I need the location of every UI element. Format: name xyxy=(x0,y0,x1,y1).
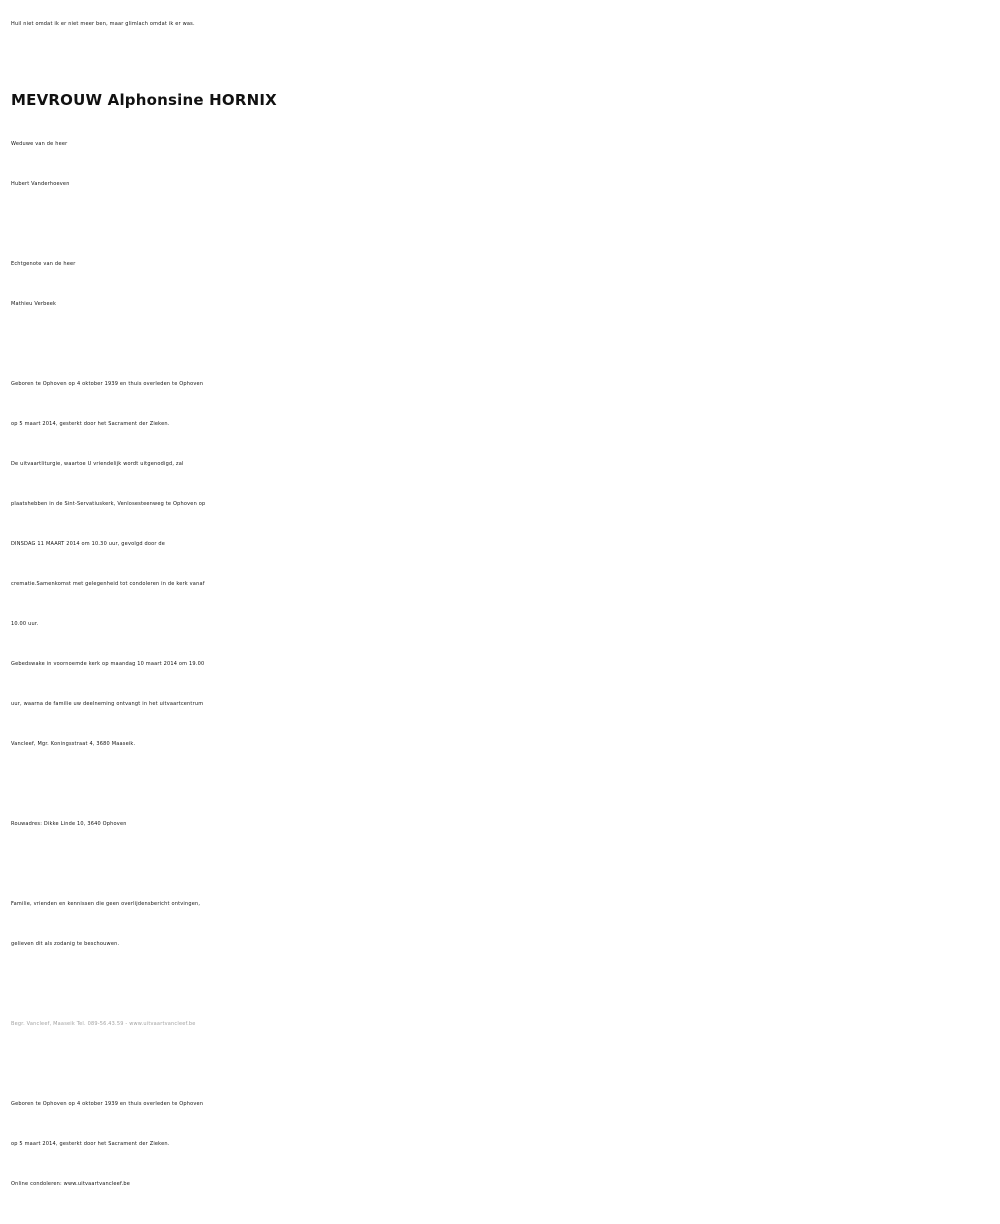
motto-quote: Huil niet omdat ik er niet meer ben, maar glimlach omdat ik er was. xyxy=(11,21,195,27)
obituary-notice xyxy=(11,4,991,1204)
mourning-address: Rouwadres: Dikke Linde 10, 3640 Ophoven xyxy=(11,821,127,827)
body-line: 10.00 uur. xyxy=(11,621,39,627)
spacer xyxy=(11,1044,991,1084)
body-line: DINSDAG 11 MAART 2014 om 10.30 uur, gevolgd door de xyxy=(11,541,166,547)
spacer xyxy=(11,964,991,1004)
spouse-relation: Echtgenote van de heer xyxy=(11,261,76,267)
body-line: op 5 maart 2014, gesterkt door het Sacrament der Zieken. xyxy=(11,421,170,427)
body-line: Geboren te Ophoven op 4 oktober 1939 en thuis overleden te Ophoven xyxy=(11,381,204,387)
spouse-name: Mathieu Verbeek xyxy=(11,301,57,307)
undertaker-contact: Begr. Vancleef, Maaseik Tel. 089-56.43.59 - www.uitvaartvancleef.be xyxy=(11,1021,196,1027)
notice-line: gelieven dit als zodanig te beschouwen. xyxy=(11,941,120,947)
online-condolence-line: Online condoleren: www.uitvaartvancleef.be xyxy=(11,1181,130,1187)
body-line: plaatshebben in de Sint-Servatiuskerk, Venlosesteenweg te Ophoven op xyxy=(11,501,206,507)
body-line: Gebedswake in voornoemde kerk op maandag 10 maart 2014 om 19.00 xyxy=(11,661,205,667)
deceased-name: MEVROUW Alphonsine HORNIX xyxy=(11,91,277,109)
spouse-name: Hubert Vanderhoeven xyxy=(11,181,70,187)
spouse-relation: Weduwe van de heer xyxy=(11,141,68,147)
body-line: crematie.Samenkomst met gelegenheid tot condoleren in de kerk vanaf xyxy=(11,581,205,587)
notice-line: Familie, vrienden en kennissen die geen overlijdensbericht ontvingen, xyxy=(11,901,201,907)
spacer xyxy=(11,844,991,884)
footer-line: op 5 maart 2014, gesterkt door het Sacrament der Zieken. xyxy=(11,1141,170,1147)
spacer xyxy=(11,324,991,364)
spacer xyxy=(11,204,991,244)
body-line: De uitvaartliturgie, waartoe U vriendelijk wordt uitgenodigd, zal xyxy=(11,461,184,467)
spacer xyxy=(11,764,991,804)
body-line: uur, waarna de familie uw deelneming ontvangt in het uitvaartcentrum xyxy=(11,701,204,707)
footer-line: Geboren te Ophoven op 4 oktober 1939 en thuis overleden te Ophoven xyxy=(11,1101,204,1107)
body-line: Vancleef, Mgr. Koningsstraat 4, 3680 Maaseik. xyxy=(11,741,136,747)
